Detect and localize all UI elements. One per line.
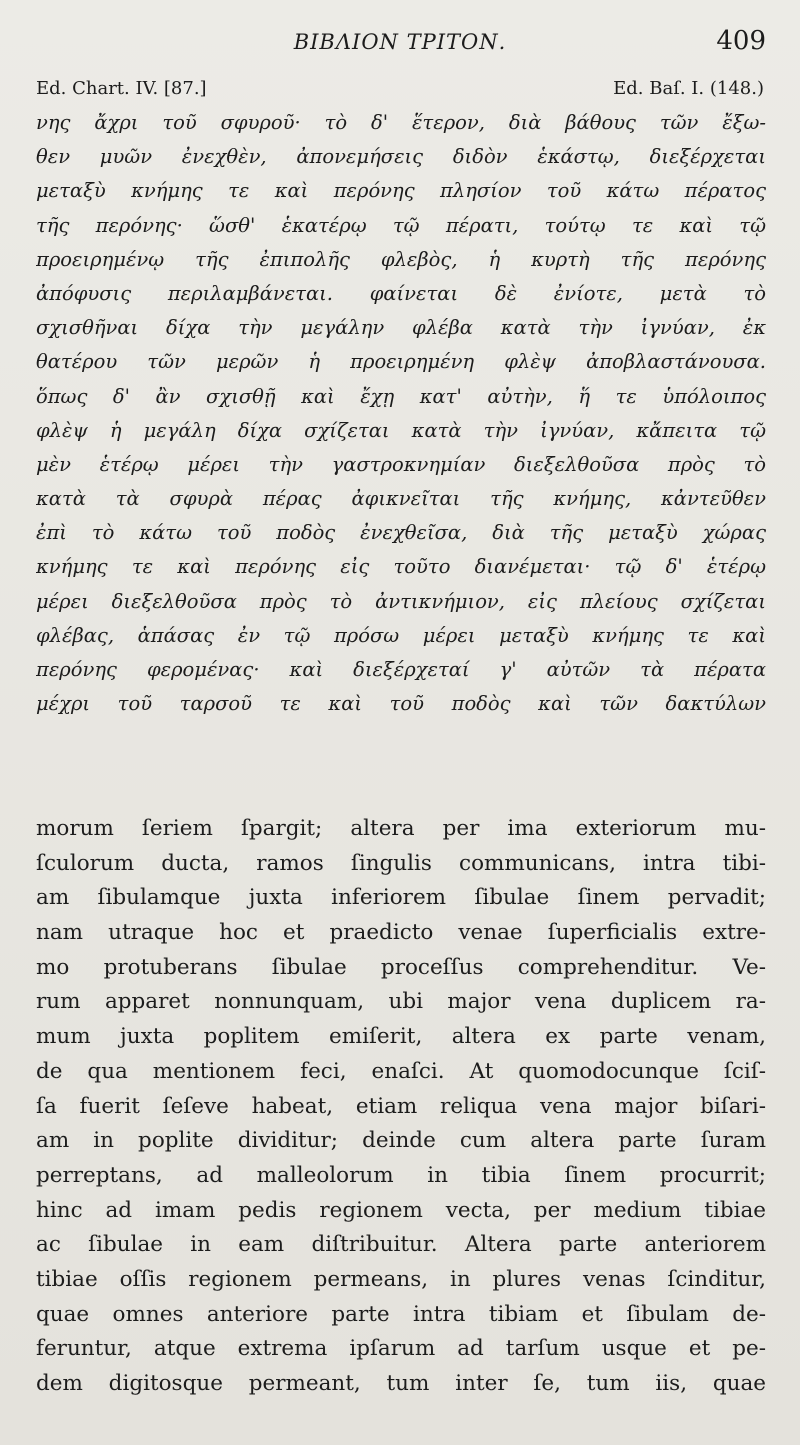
page-number: 409 <box>716 26 766 56</box>
greek-text-line: ἀπόφυσις περιλαμβάνεται. φαίνεται δὲ ἐνίοτε, μετὰ τὸ <box>36 281 766 305</box>
latin-text-line: ac ſibulae in eam diſtribuitur. Altera parte anteriorem <box>36 1232 766 1258</box>
latin-text-line: rum apparet nonnunquam, ubi major vena duplicem ra- <box>36 989 766 1015</box>
latin-text-line: am in poplite dividitur; deinde cum altera parte ſuram <box>36 1128 766 1154</box>
latin-text-line: quae omnes anteriore parte intra tibiam et ſibulam de- <box>36 1301 766 1327</box>
latin-text-line: hinc ad imam pedis regionem vecta, per medium tibiae <box>36 1197 766 1223</box>
greek-text-line: μέχρι τοῦ ταρσοῦ τε καὶ τοῦ ποδὸς καὶ τῶν δακτύλων <box>36 692 766 716</box>
latin-text-line: mo protuberans ſibulae proceſſus comprehenditur. Ve- <box>36 954 766 980</box>
latin-text-line: ſculorum ducta, ramos ſingulis communicans, intra tibi- <box>36 850 766 876</box>
latin-text-line: morum ſeriem ſpargit; altera per ima exteriorum mu- <box>36 816 766 841</box>
greek-text-line: μὲν ἑτέρῳ μέρει τὴν γαστροκνημίαν διεξελθοῦσα πρὸς τὸ <box>36 452 766 476</box>
latin-text-line: ſa fuerit ſeſeve habeat, etiam reliqua vena major biſari- <box>36 1093 766 1119</box>
greek-text-line: μέρει διεξελθοῦσα πρὸς τὸ ἀντικνήμιον, εἰς πλείους σχίζεται <box>36 589 766 613</box>
latin-text-line: de qua mentionem feci, enaſci. At quomodocunque ſciſ- <box>36 1058 766 1084</box>
greek-text-line: νης ἄχρι τοῦ σφυροῦ· τὸ δ' ἕτερον, διὰ βάθους τῶν ἔξω- <box>36 111 766 134</box>
latin-text-line: perreptans, ad malleolorum in tibia ſinem procurrit; <box>36 1162 766 1188</box>
edition-reference-chartier: Ed. Chart. IV. [87.] <box>36 78 207 99</box>
latin-text-block <box>36 812 766 1402</box>
greek-text-line: προειρημένῳ τῆς ἐπιπολῆς φλεβὸς, ἡ κυρτὴ τῆς περόνης <box>36 247 766 271</box>
greek-text-line: φλέβας, ἁπάσας ἐν τῷ πρόσω μέρει μεταξὺ κνήμης τε καὶ <box>36 623 766 647</box>
greek-text-line: μεταξὺ κνήμης τε καὶ περόνης πλησίον τοῦ κάτω πέρατος <box>36 179 766 203</box>
greek-text-line: τῆς περόνης· ὥσθ' ἑκατέρῳ τῷ πέρατι, τούτῳ τε καὶ τῷ <box>36 213 766 237</box>
greek-text-line: περόνης φερομένας· καὶ διεξέρχεταί γ' αὐτῶν τὰ πέρατα <box>36 658 766 681</box>
greek-text-line: σχισθῆναι δίχα τὴν μεγάλην φλέβα κατὰ τὴν ἰγνύαν, ἐκ <box>36 316 766 340</box>
greek-text-line: θατέρου τῶν μερῶν ἡ προειρημένη φλὲψ ἀποβλαστάνουσα. <box>36 350 766 374</box>
latin-text-line: nam utraque hoc et praedicto venae ſuperficialis extre- <box>36 920 766 946</box>
greek-text-line: ὅπως δ' ἂν σχισθῇ καὶ ἔχῃ κατ' αὐτὴν, ἥ τε ὑπόλοιπος <box>36 384 766 408</box>
greek-text-line: κνήμης τε καὶ περόνης εἰς τοῦτο διανέμεται· τῷ δ' ἑτέρῳ <box>36 555 766 579</box>
greek-text-line: ἐπὶ τὸ κάτω τοῦ ποδὸς ἐνεχθεῖσα, διὰ τῆς μεταξὺ χώρας <box>36 521 766 545</box>
running-title: BIBΛΙΟΝ ΤΡΙΤΟΝ. <box>293 30 507 54</box>
latin-text-line: am ſibulamque juxta inferiorem ſibulae ſinem pervadit; <box>36 885 766 911</box>
greek-text-block <box>36 106 766 721</box>
latin-text-line: tibiae oſſis regionem permeans, in plures venas ſcinditur, <box>36 1266 766 1292</box>
latin-text-line: mum juxta poplitem emiſerit, altera ex parte venam, <box>36 1024 766 1050</box>
latin-text-line: feruntur, atque extrema ipſarum ad tarſum usque et pe- <box>36 1336 766 1362</box>
greek-text-line: φλὲψ ἡ μεγάλη δίχα σχίζεται κατὰ τὴν ἰγνύαν, κἄπειτα τῷ <box>36 418 766 442</box>
latin-text-line: dem digitosque permeant, tum inter ſe, tum iis, quae <box>36 1371 766 1396</box>
edition-reference-basel: Ed. Baſ. I. (148.) <box>613 78 764 99</box>
greek-text-line: κατὰ τὰ σφυρὰ πέρας ἀφικνεῖται τῆς κνήμης, κἀντεῦθεν <box>36 487 766 511</box>
greek-text-line: θεν μυῶν ἐνεχθὲν, ἀπονεμήσεις διδὸν ἑκάστῳ, διεξέρχεται <box>36 145 766 169</box>
